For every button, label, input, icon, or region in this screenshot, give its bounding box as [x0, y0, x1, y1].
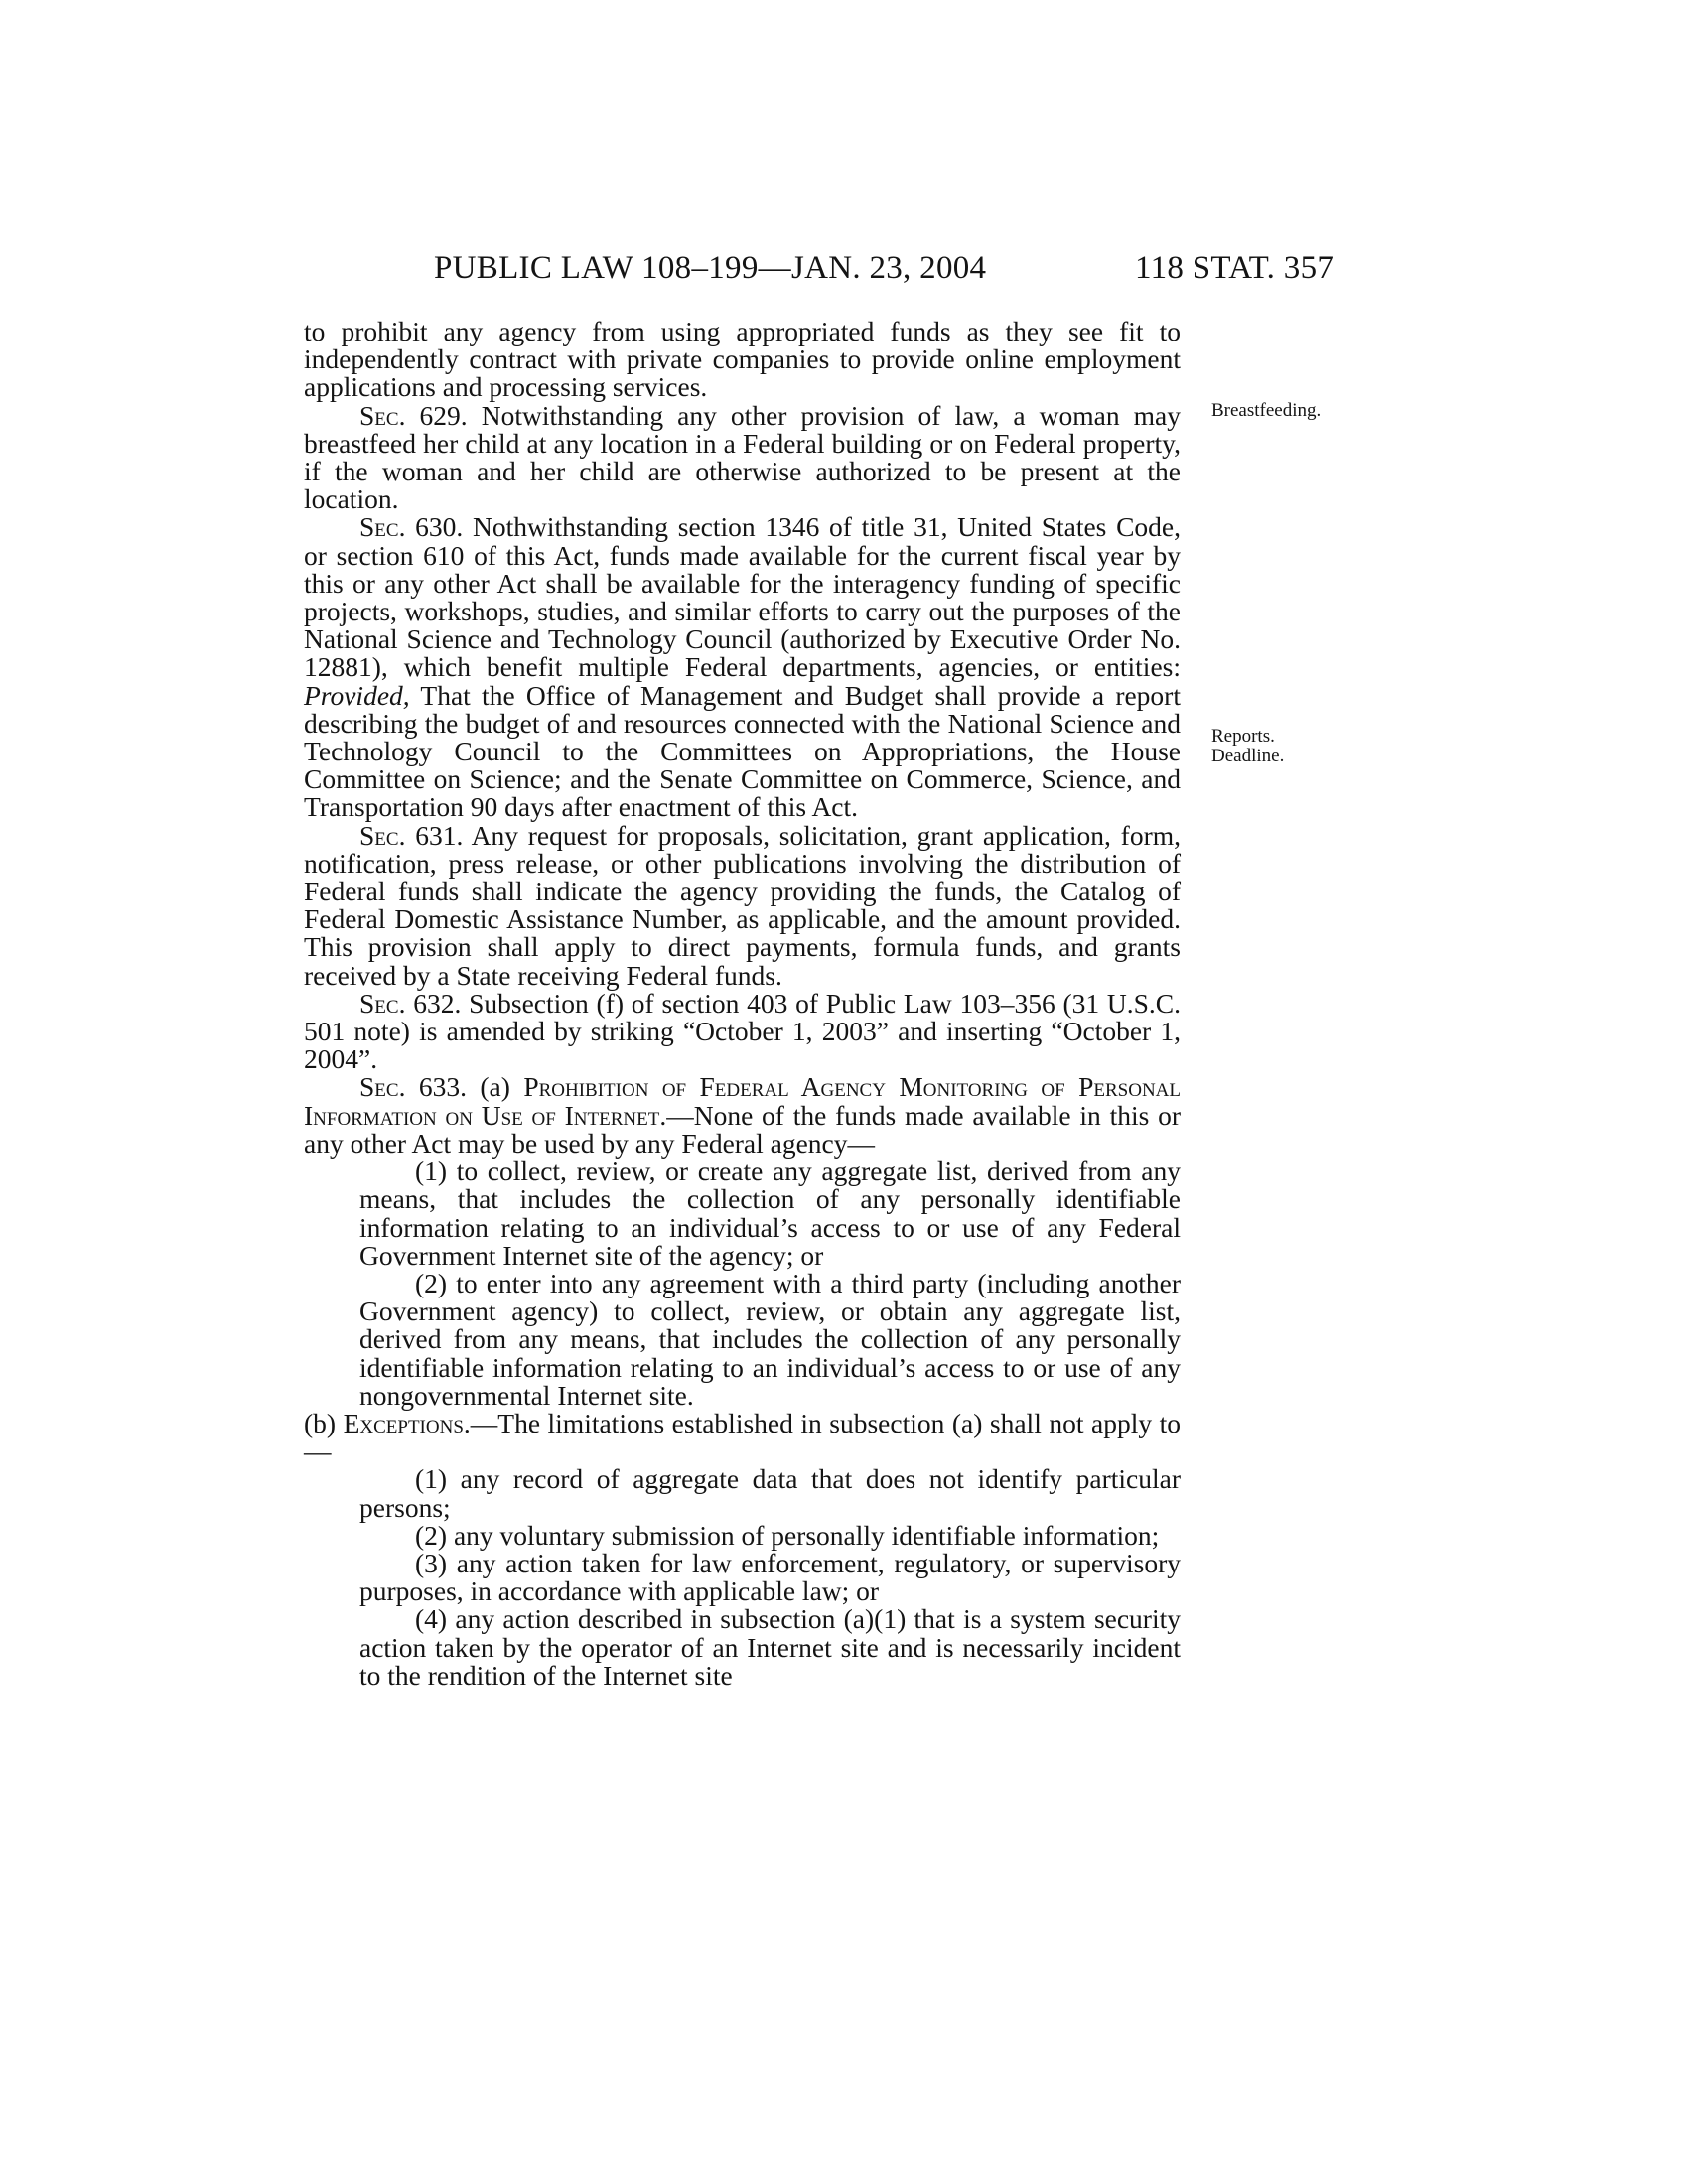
- sec-label: Sec.: [359, 819, 406, 851]
- paragraph-a2: (2) to enter into any agreement with a third party (including another Government agency) to collect, review, or obtain any aggregate list, derived from any means, that includes the collection of any personally identifiable information relating to an individual’s access to or use of any nongovernmental Internet site.: [359, 1267, 1181, 1411]
- section-629-text: 629. Notwithstanding any other provision of law, a woman may breastfeed her child at any location in a Federal building or on Federal property, if the woman and her child are otherwise authorized to be present at the location.: [304, 399, 1181, 515]
- section-630: [304, 513, 1181, 821]
- section-631: [304, 819, 1181, 991]
- page-stat-number: 118 STAT. 357: [1135, 250, 1335, 286]
- margin-note-deadline: Deadline.: [1211, 746, 1285, 766]
- section-630-text: 630. Nothwithstanding section 1346 of title 31, United States Code, or section 610 of this Act, funds made available for the current fiscal year by this or any other Act shall be available for the interagency funding of specific projects, workshops, studies, and similar efforts to carry out the purposes of the National Science and Technology Council (authorized by Executive Order No. 12881), which benefit multiple Federal departments, agencies, or entities:: [304, 511, 1181, 683]
- section-633: [304, 1073, 1181, 1158]
- subsection-b-prefix: (b): [304, 1407, 344, 1438]
- subsection-b-heading: Exceptions.: [343, 1407, 471, 1438]
- section-632-text: 632. Subsection (f) of section 403 of Public Law 103–356 (31 U.S.C. 501 note) is amended by striking “October 1, 2003” and inserting “October 1, 2004”.: [304, 987, 1181, 1075]
- running-header-title: PUBLIC LAW 108–199—JAN. 23, 2004: [434, 250, 987, 286]
- margin-note-breastfeeding: Breastfeeding.: [1211, 400, 1322, 421]
- section-631-text: 631. Any request for proposals, solicitation, grant application, form, notification, press release, or other publications involving the distribution of Federal funds shall indicate the agency providing the funds, the Catalog of Federal Domestic Assistance Number, as applicable, and the amount provided. This provision shall apply to direct payments, formula funds, and grants received by a State receiving Federal funds.: [304, 819, 1181, 991]
- margin-note-reports: Reports.: [1211, 726, 1275, 747]
- paragraph-b3: (3) any action taken for law enforcement, regulatory, or supervisory purposes, in accordance with applicable law; or: [359, 1547, 1181, 1607]
- section-630-proviso: That the Office of Management and Budget shall provide a report describing the budget of and resources connected with the National Science and Technology Council to the Committees on Appropriations, the House Committee on Science; and the Senate Committee on Commerce, Science, and Transportation 90 days after enactment of this Act.: [304, 679, 1181, 823]
- document-body: [304, 318, 1181, 1690]
- provided-term: Provided,: [304, 679, 410, 711]
- subsection-b: [304, 1407, 1181, 1467]
- sec-label: Sec.: [359, 1071, 406, 1103]
- section-629: [304, 399, 1181, 515]
- section-633-text: —None of the funds made available in this or any other Act may be used by any Federal agency—: [304, 1099, 1181, 1159]
- section-632: [304, 987, 1181, 1075]
- sec-label: Sec.: [359, 399, 406, 431]
- sec-label: Sec.: [359, 511, 406, 543]
- paragraph-continuation: to prohibit any agency from using appropriated funds as they see fit to independently contract with private companies to provide online employment applications and processing services.: [304, 316, 1181, 403]
- paragraph-a1: (1) to collect, review, or create any aggregate list, derived from any means, that includes the collection of any personally identifiable information relating to an individual’s access to or use of any Federal Government Internet site of the agency; or: [359, 1156, 1181, 1271]
- subsection-b-text: —The limitations established in subsection (a) shall not apply to—: [304, 1407, 1181, 1467]
- section-633-subsection-a: 633. (a): [405, 1071, 524, 1103]
- sec-label: Sec.: [359, 987, 406, 1019]
- paragraph-b1: (1) any record of aggregate data that does not identify particular persons;: [359, 1463, 1181, 1523]
- paragraph-b4: (4) any action described in subsection (a)(1) that is a system security action taken by the operator of an Internet site and is necessarily incident to the rendition of the Internet site: [359, 1603, 1181, 1691]
- section-633-heading: Prohibition of Federal Agency Monitoring of Personal Information on Use of Internet.: [304, 1071, 1181, 1131]
- paragraph-b2: (2) any voluntary submission of personally identifiable information;: [415, 1519, 1160, 1551]
